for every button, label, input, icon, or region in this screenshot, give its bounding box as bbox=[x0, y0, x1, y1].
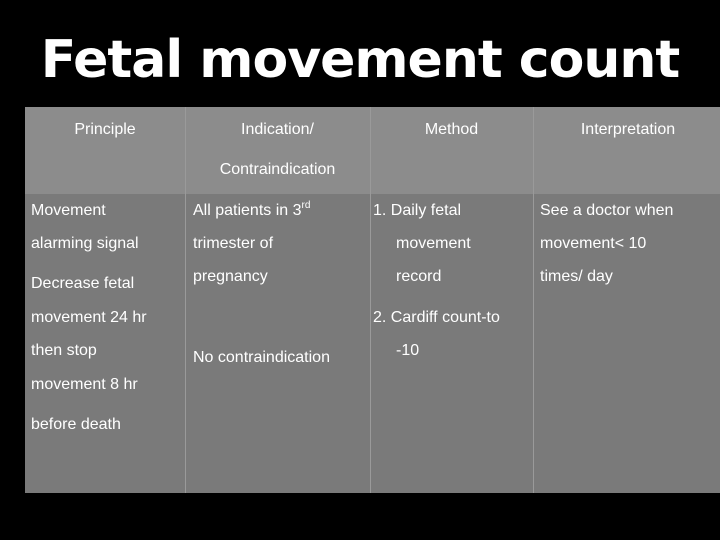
principle-line: movement 8 hr bbox=[31, 376, 138, 393]
column-method bbox=[370, 107, 534, 493]
indication-line bbox=[193, 202, 310, 220]
principle-line: before death bbox=[31, 416, 121, 433]
indication-line: pregnancy bbox=[193, 268, 268, 285]
principle-line: movement 24 hr bbox=[31, 309, 147, 326]
principle-line: alarming signal bbox=[31, 235, 139, 252]
interpretation-line: See a doctor when bbox=[540, 202, 674, 219]
fetal-movement-table bbox=[25, 107, 720, 493]
header-interpretation: Interpretation bbox=[580, 121, 676, 138]
principle-line: then stop bbox=[31, 342, 97, 359]
indication-line: trimester of bbox=[193, 235, 274, 252]
principle-line: Movement bbox=[31, 202, 106, 219]
header-method: Method bbox=[424, 121, 479, 138]
header-indication-line2: Contraindication bbox=[219, 161, 336, 178]
method-line: -10 bbox=[396, 342, 420, 359]
indication-text: All patients in 3 bbox=[193, 202, 302, 219]
interpretation-line: movement< 10 bbox=[540, 235, 647, 252]
indication-line: No contraindication bbox=[193, 349, 330, 366]
column-principle bbox=[25, 107, 186, 493]
slide-title: Fetal movement count bbox=[40, 30, 680, 90]
indication-superscript: rd bbox=[301, 200, 311, 211]
header-principle: Principle bbox=[74, 121, 136, 138]
header-indication-line1: Indication/ bbox=[241, 121, 314, 138]
interpretation-line: times/ day bbox=[540, 268, 613, 285]
method-line: 1. Daily fetal bbox=[373, 202, 462, 219]
column-interpretation bbox=[533, 107, 720, 493]
method-line: movement bbox=[396, 235, 471, 252]
principle-line: Decrease fetal bbox=[31, 275, 135, 292]
method-line: 2. Cardiff count-to bbox=[373, 309, 500, 326]
method-line: record bbox=[396, 268, 442, 285]
